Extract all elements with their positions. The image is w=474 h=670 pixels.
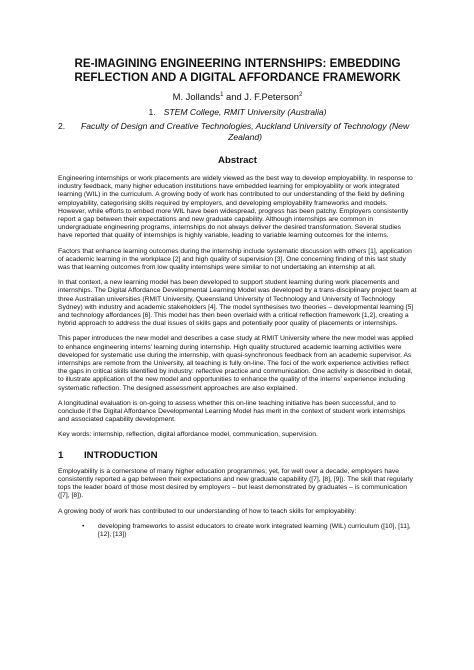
- affiliation-number: 1.: [148, 107, 156, 117]
- abstract-paragraph: A longitudinal evaluation is on-going to assess whether this on-line teaching initiative has been successful, and to conclude if the Digital Affordance Developmental Learning Model has merit in the context of student work internships and associated capability development.: [58, 399, 406, 424]
- section-heading-introduction: [58, 450, 417, 462]
- section-number: 1: [58, 449, 64, 461]
- bullet-text: developing frameworks to assist educators to create work integrated learning (WIL) curriculum ([10], [11], [12], [13]): [98, 522, 411, 538]
- section-title: INTRODUCTION: [84, 449, 158, 461]
- affiliation-number: 2.: [58, 121, 66, 131]
- author-2: and J. F.Peterson: [223, 91, 299, 102]
- paper-title: [58, 57, 417, 85]
- abstract-paragraph: Engineering internships or work placements are widely viewed as the best way to develop employability. In response to industry feedback, many higher education institutions have embedded learning for employability or work integrated learning (WIL) in the curriculum. A growing body of work has contributed to our understanding of the field by defining employability, categorising skills required by employers, and developing employability frameworks and models. However, while efforts to embed more WIL have been widespread, progress has been patchy. Employers consistently report a gap between their expectations and new graduate capability. Although internships are common in undergraduate engineering programs, internships do not always deliver the desired transformation. Several studies have reported that quality of internships is highly variable, leading to variable learning outcomes for the interns.: [58, 175, 413, 240]
- bullet-item: [82, 522, 417, 539]
- body-paragraph: A growing body of work has contributed to our understanding of how to teach skills for employability:: [58, 507, 357, 515]
- title-line-2: REFLECTION AND A DIGITAL AFFORDANCE FRAMEWORK: [74, 71, 401, 84]
- affiliation-item: [58, 121, 417, 143]
- affiliation-text: STEM College, RMIT University (Australia): [163, 107, 327, 117]
- abstract-heading: Abstract: [218, 155, 257, 166]
- keywords: Key words: internship, reflection, digital affordance model, communication, supervision.: [58, 431, 318, 439]
- author-1: M. Jollands: [172, 91, 221, 102]
- title-line-1: RE-IMAGINING ENGINEERING INTERNSHIPS: EMBEDDING: [74, 57, 401, 70]
- abstract-paragraph: Factors that enhance learning outcomes during the internship include systematic discussion with others [1], application of academic learning in the workplace [2] and high quality of supervision [3]. One concerning finding of this last study was that learning outcomes from low quality internships were similar to not undertaking an internship at all.: [58, 247, 412, 272]
- abstract-paragraph: This paper introduces the new model and describes a case study at RMIT University where the new model was applied to enhance engineering interns' learning during internship. High quality structured academic learning activities were developed for systematic use during the internship, with quasi-synchronous feedback from an academic supervisor. As internships are remote from the University, all teaching is fully on-line. The foci of the work experience activities reflect the gaps in critical skills identified by industry: reflective practice and communication. One activity is described in detail, to illustrate application of the new model and opportunities to enhance the quality of the interns' experience including systematic reflection. The designed assessment approaches are also explained.: [58, 335, 414, 392]
- bullet-list: [58, 523, 417, 539]
- body-paragraph: Employability is a cornerstone of many higher education programmes; yet, for well over a decade, employers have consistently reported a gap between their expectations and new graduate capability ([7], [8], [9]). The skill that regularly tops the leader board of those most desired by employers – but least demonstrated by graduates – is communication ([7], [8]).: [58, 467, 413, 500]
- affiliation-item: [58, 107, 417, 118]
- abstract-paragraph: In that context, a new learning model has been developed to support student learning during work placements and internships. The Digital Affordance Developmental Learning Model was developed by a trans-disciplinary project team at three Australian universities (RMIT University, Queensland University of Technology and University of Technology Sydney) with industry and academic stakeholders [4]. The model synthesises two theories – developmental learning [5] and technology affordances [6]. This model has then been overlaid with a critical reflection framework [1,2], creating a hybrid approach to address the dual issues of skills gaps and potentially poor quality of placements or internships.: [58, 279, 417, 328]
- author-line: [58, 91, 417, 103]
- affiliation-list: [58, 107, 417, 143]
- author-2-affiliation-mark: 2: [298, 91, 303, 98]
- author-1-affiliation-mark: 1: [220, 91, 224, 98]
- bullet-icon: •: [82, 522, 85, 530]
- affiliation-text: Faculty of Design and Creative Technologies, Auckland University of Technology (New Zealand): [81, 121, 410, 142]
